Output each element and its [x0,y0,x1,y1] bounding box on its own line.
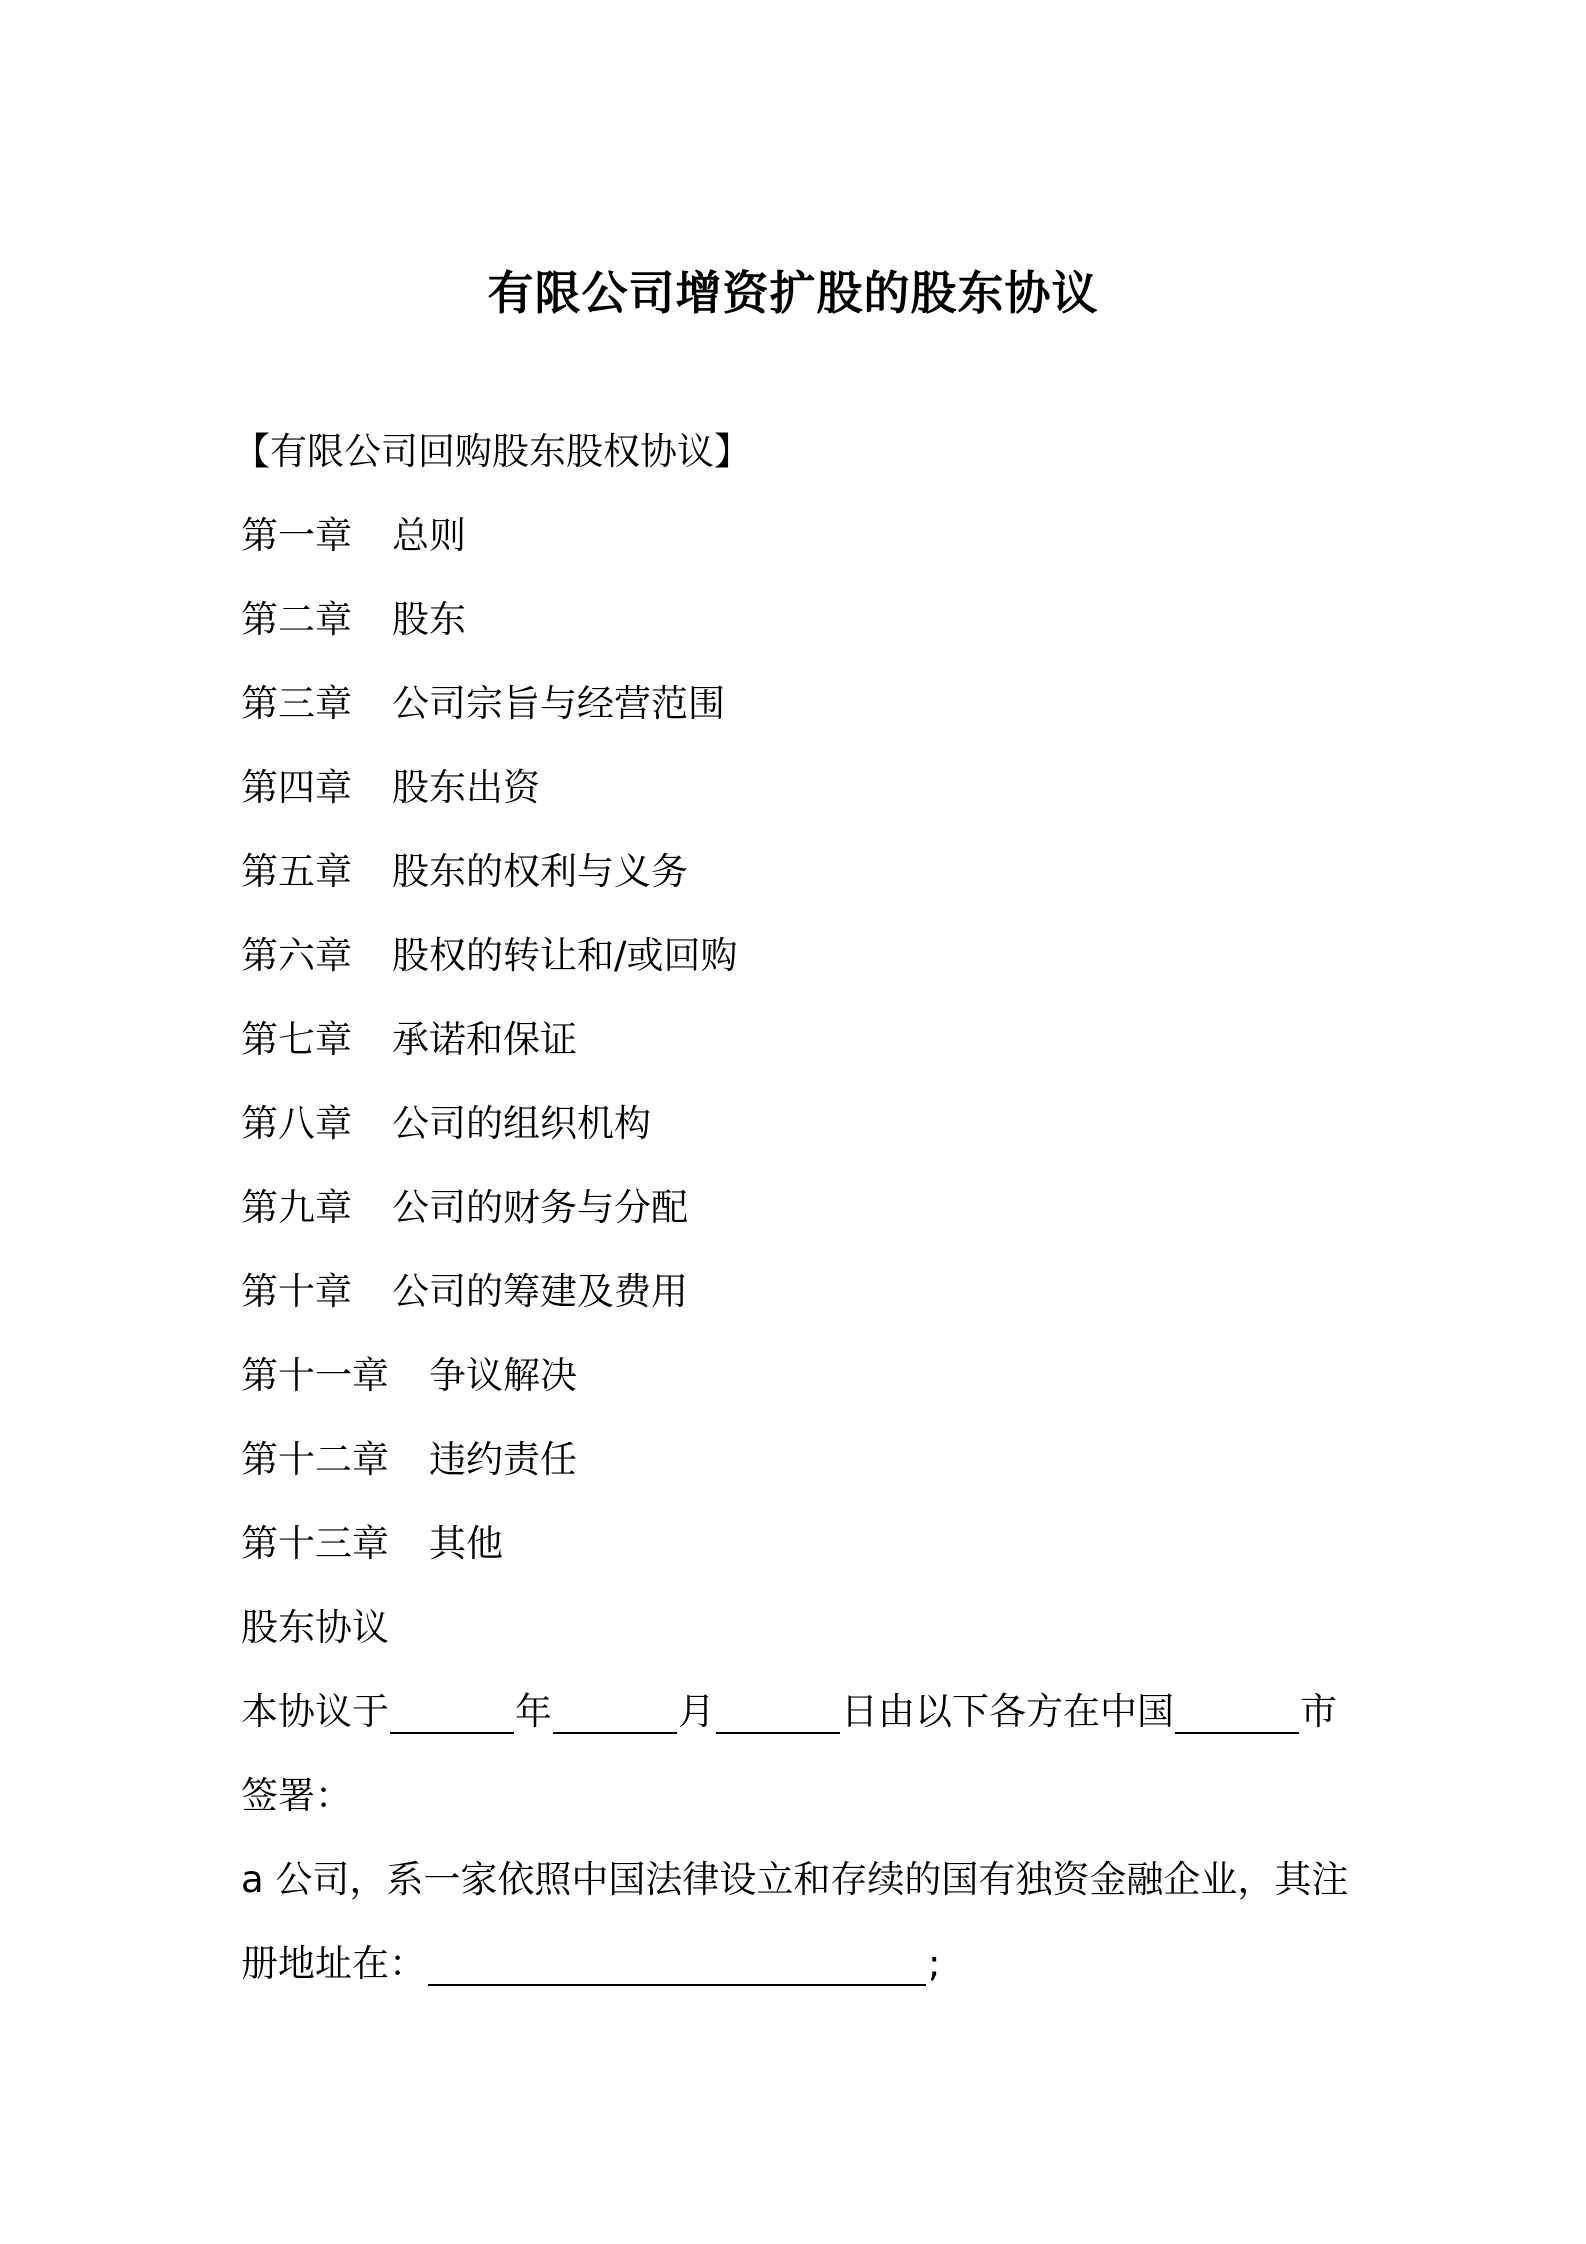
chapter-list [241,494,1361,1586]
signing-prefix: 本协议于 [241,1690,389,1733]
chapter-name: 争议解决 [429,1354,577,1397]
document-title: 有限公司增资扩股的股东协议 [487,266,1099,320]
chapter-item [241,1166,1361,1250]
chapter-name: 股东 [392,598,466,641]
signing-month-label: 月 [678,1690,715,1733]
chapter-number: 第十二章 [241,1438,389,1481]
document-body [233,410,1361,2006]
chapter-item [241,1250,1361,1334]
signing-day-text: 日由以下各方在中国 [841,1690,1174,1733]
chapter-item [241,1418,1361,1502]
chapter-number: 第一章 [241,514,352,557]
chapter-number: 第五章 [241,850,352,893]
chapter-item [241,662,1361,746]
chapter-item [241,1334,1361,1418]
chapter-name: 股权的转让和/或回购 [392,934,738,977]
document-subtitle: 【有限公司回购股东股权协议】 [233,430,751,473]
address-blank [428,1950,926,1986]
chapter-item [241,494,1361,578]
year-blank [390,1698,514,1734]
chapter-number: 第十三章 [241,1522,389,1565]
chapter-item [241,914,1361,998]
chapter-name: 承诺和保证 [392,1018,577,1061]
party-a-address-label: 册地址在： [241,1942,426,1985]
chapter-item [241,1082,1361,1166]
chapter-name: 违约责任 [429,1438,577,1481]
chapter-number: 第八章 [241,1102,352,1145]
signing-city-label: 市 [1300,1690,1337,1733]
month-blank [553,1698,677,1734]
signing-clause [241,1670,1361,1754]
chapter-item [241,1502,1361,1586]
chapter-number: 第十一章 [241,1354,389,1397]
chapter-number: 第九章 [241,1186,352,1229]
chapter-name: 其他 [429,1522,503,1565]
chapter-name: 公司的财务与分配 [392,1186,688,1229]
chapter-name: 公司的筹建及费用 [392,1270,688,1313]
chapter-name: 公司宗旨与经营范围 [392,682,725,725]
signing-year-label: 年 [515,1690,552,1733]
chapter-name: 公司的组织机构 [392,1102,651,1145]
chapter-number: 第十章 [241,1270,352,1313]
signing-clause-line2: 签署： [241,1774,352,1817]
chapter-item [241,830,1361,914]
chapter-number: 第六章 [241,934,352,977]
day-blank [716,1698,840,1734]
chapter-name: 股东出资 [392,766,540,809]
chapter-number: 第七章 [241,1018,352,1061]
chapter-item [241,746,1361,830]
chapter-number: 第四章 [241,766,352,809]
chapter-number: 第三章 [241,682,352,725]
chapter-name: 股东的权利与义务 [392,850,688,893]
party-a-address [241,1922,1361,2006]
chapter-name: 总则 [392,514,466,557]
chapter-item [241,578,1361,662]
chapter-number: 第二章 [241,598,352,641]
chapter-item [241,998,1361,1082]
party-a-address-suffix: ; [928,1942,941,1985]
party-a-line1: a 公司，系一家依照中国法律设立和存续的国有独资金融企业，其注 [241,1858,1349,1901]
section-heading: 股东协议 [241,1606,389,1649]
city-blank [1175,1698,1299,1734]
